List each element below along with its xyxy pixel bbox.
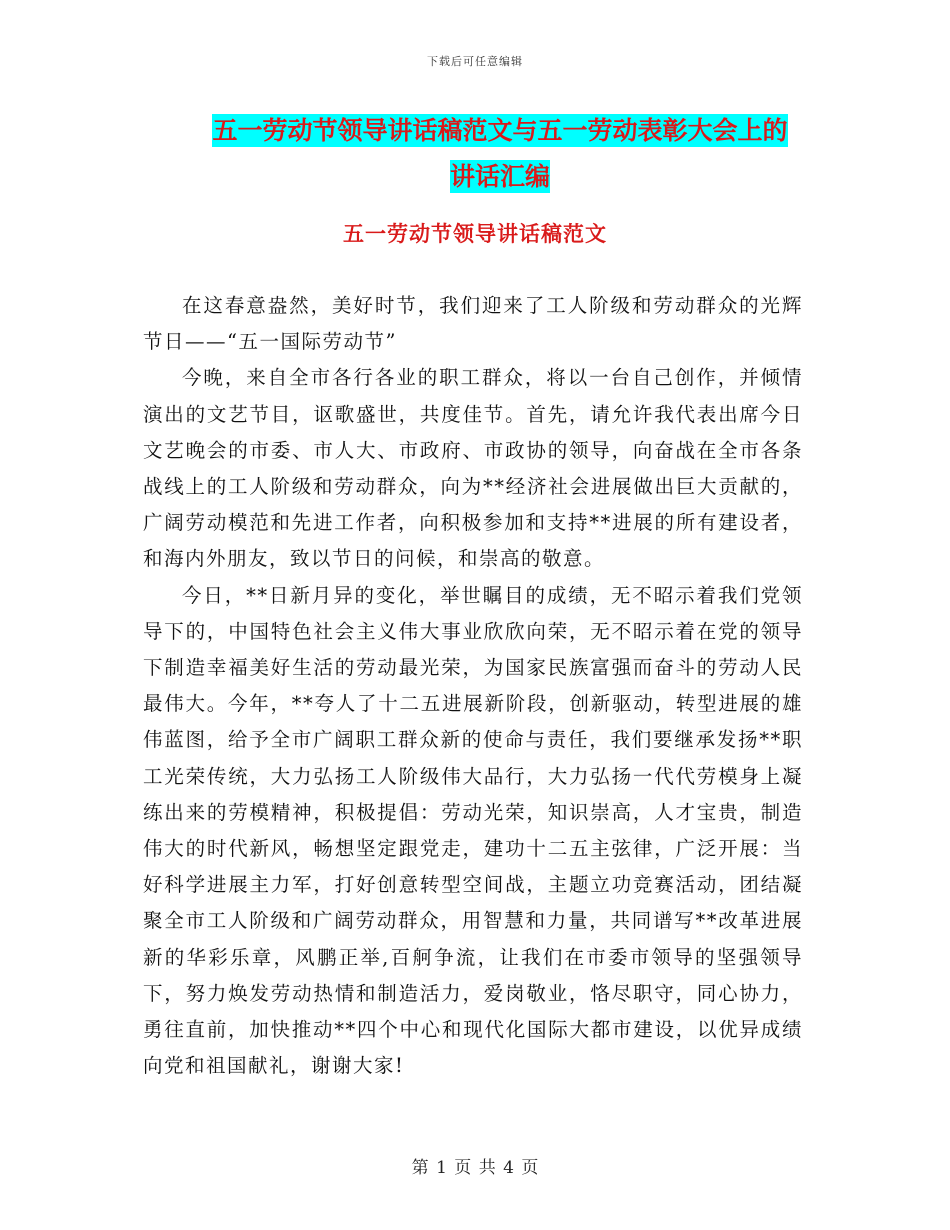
body-text	[143, 288, 803, 1084]
page-number: 第 1 页 共 4 页	[411, 1158, 539, 1178]
page-header-note: 下载后可任意编辑	[427, 55, 523, 68]
document-title	[120, 108, 880, 200]
document-title-line-2: 讲话汇编	[449, 162, 550, 191]
paragraph: 今日，**日新月异的变化，举世瞩目的成绩，无不昭示着我们党领导下的，中国特色社会主义伟大事业欣欣向荣，无不昭示着在党的领导下制造幸福美好生活的劳动最光荣，为国家民族富强而奋斗的劳动人民最伟大。今年，**夸人了十二五进展新阶段，创新驱动，转型进展的雄伟蓝图，给予全市广阔职工群众新的使命与责任，我们要继承发扬**职工光荣传统，大力弘扬工人阶级伟大品行，大力弘扬一代代劳模身上凝练出来的劳模精神，积极提倡：劳动光荣，知识崇高，人才宝贵，制造伟大的时代新风，畅想坚定跟党走，建功十二五主弦律，广泛开展：当好科学进展主力军，打好创意转型空间战，主题立功竞赛活动，团结凝聚全市工人阶级和广阔劳动群众，用智慧和力量，共同谱写**改革进展新的华彩乐章，风鹏正举,百舸争流，让我们在市委市领导的坚强领导下，努力焕发劳动热情和制造活力，爱岗敬业，恪尽职守，同心协力，勇往直前，加快推动**四个中心和现代化国际大都市建设，以优异成绩向党和祖国献礼，谢谢大家!	[143, 583, 803, 1078]
section-heading: 五一劳动节领导讲话稿范文	[343, 222, 607, 246]
paragraph: 在这春意盎然，美好时节，我们迎来了工人阶级和劳动群众的光辉节日——“五一国际劳动节”	[143, 294, 803, 354]
document-title-line-1: 五一劳动节领导讲话稿范文与五一劳动表彰大会上的	[212, 116, 788, 145]
paragraph: 今晚，来自全市各行各业的职工群众，将以一台自己创作，并倾情演出的文艺节目，讴歌盛世，共度佳节。首先，请允许我代表出席今日文艺晚会的市委、市人大、市政府、市政协的领导，向奋战在全市各条战线上的工人阶级和劳动群众，向为**经济社会进展做出巨大贡献的，广阔劳动模范和先进工作者，向积极参加和支持**进展的所有建设者，和海内外朋友，致以节日的问候，和崇高的敬意。	[143, 366, 803, 571]
